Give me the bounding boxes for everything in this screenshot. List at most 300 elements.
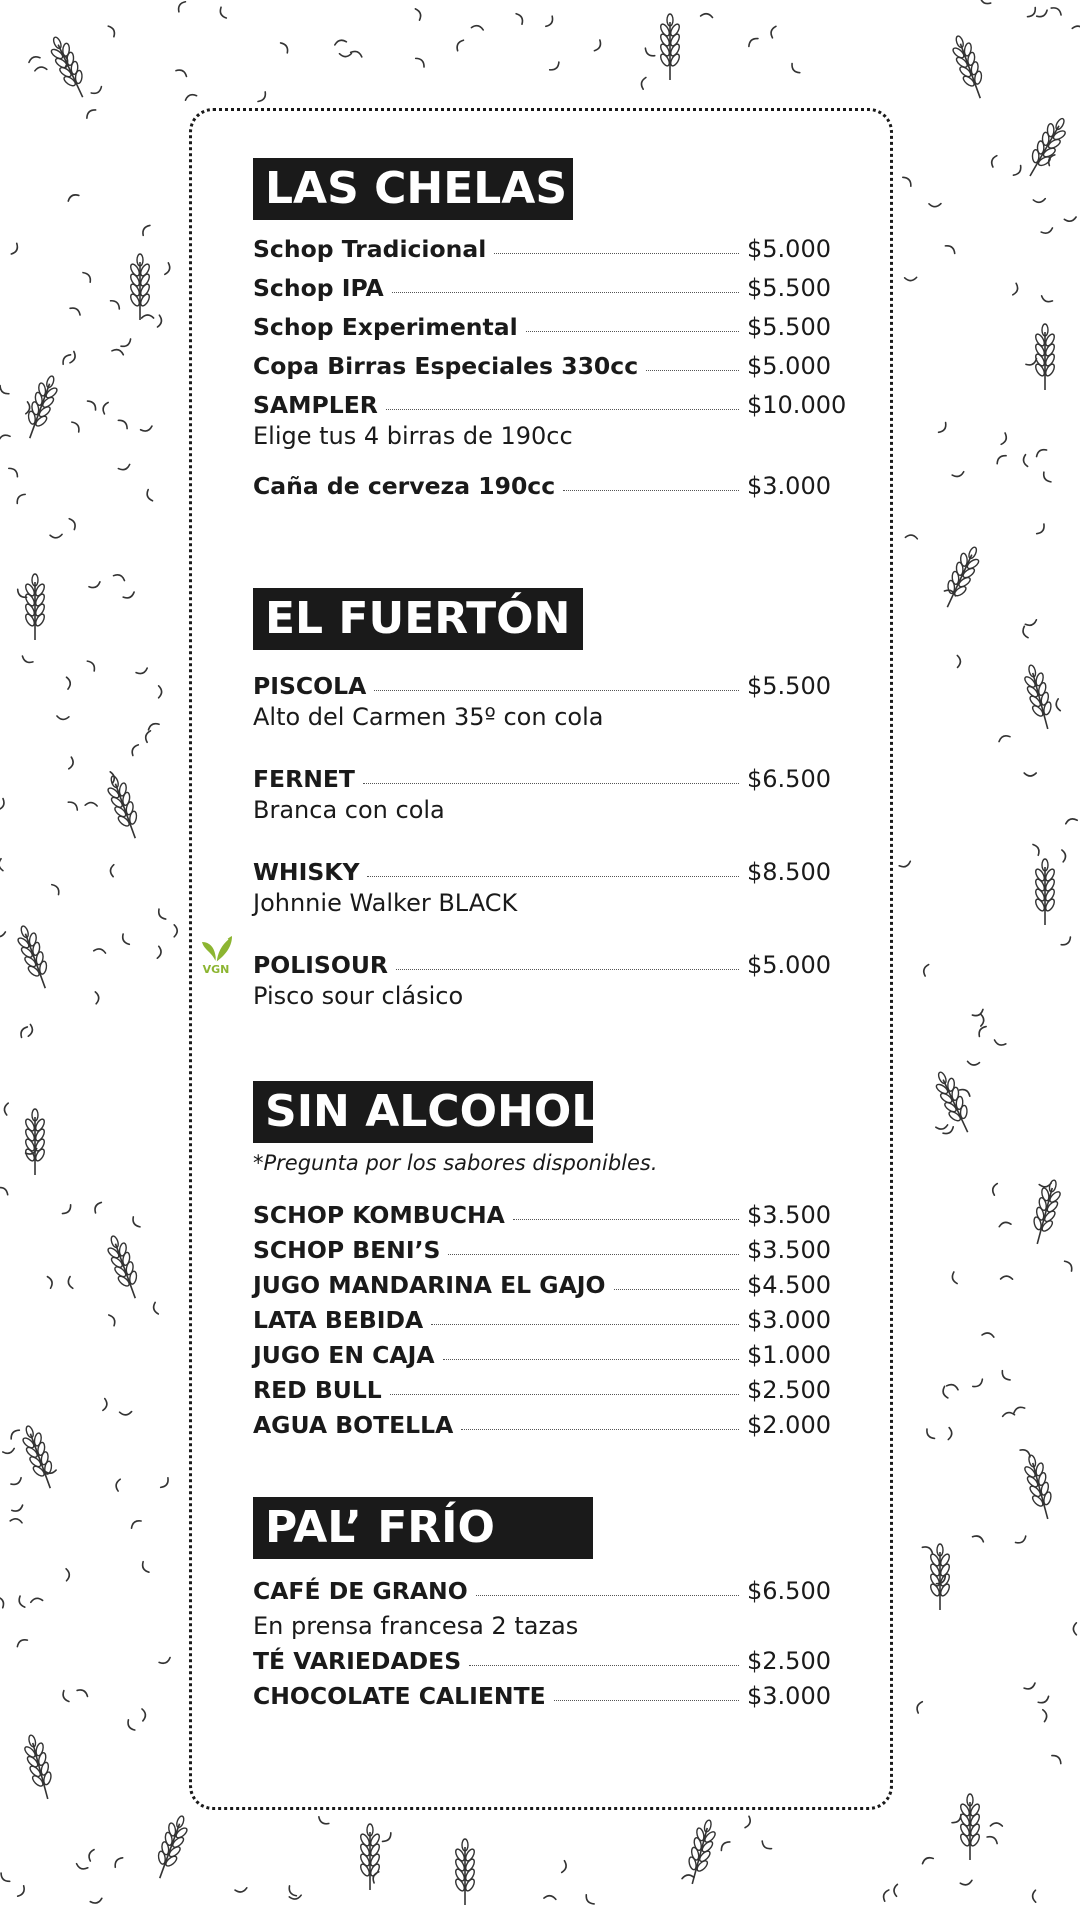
arc-mark xyxy=(995,453,1006,463)
arc-mark xyxy=(142,1709,146,1721)
dot-leader xyxy=(374,690,739,691)
arc-mark xyxy=(76,1864,88,1871)
wheat-icon xyxy=(682,1817,720,1886)
dot-leader xyxy=(443,1359,739,1360)
arc-mark xyxy=(91,87,103,96)
arc-mark xyxy=(3,1448,15,1454)
item-price: $2.500 xyxy=(747,1376,831,1404)
arc-mark xyxy=(903,175,913,186)
arc-mark xyxy=(111,299,122,309)
arc-mark xyxy=(11,1478,23,1487)
arc-mark xyxy=(701,13,713,17)
item-name: Schop Experimental xyxy=(253,313,518,341)
arc-mark xyxy=(130,743,138,755)
arc-mark xyxy=(103,1399,108,1411)
arc-mark xyxy=(990,1823,1002,1826)
arc-mark xyxy=(991,1183,997,1195)
wheat-icon xyxy=(1034,324,1056,390)
item-description: Johnnie Walker BLACK xyxy=(253,889,518,917)
arc-mark xyxy=(19,1025,27,1037)
arc-mark xyxy=(184,93,196,100)
arc-mark xyxy=(977,1025,986,1037)
arc-mark xyxy=(0,932,6,938)
arc-mark xyxy=(142,315,154,318)
arc-mark xyxy=(973,1379,984,1389)
wheat-icon xyxy=(19,372,62,442)
leaf-icon xyxy=(198,930,234,964)
arc-mark xyxy=(90,1898,102,1904)
wheat-icon xyxy=(1020,1452,1058,1521)
wheat-icon xyxy=(454,1839,476,1905)
arc-mark xyxy=(161,1478,171,1489)
item-name: POLISOUR xyxy=(253,951,388,979)
arc-mark xyxy=(1073,1623,1076,1635)
menu-item xyxy=(253,1340,843,1370)
item-price: $4.500 xyxy=(747,1271,831,1299)
arc-mark xyxy=(141,426,153,433)
arc-mark xyxy=(152,1302,158,1314)
arc-mark xyxy=(1065,1260,1074,1272)
arc-mark xyxy=(157,315,162,327)
arc-mark xyxy=(61,353,71,364)
arc-mark xyxy=(1024,1683,1036,1691)
item-price: $5.000 xyxy=(747,951,831,979)
arc-mark xyxy=(1035,447,1047,456)
item-name: FERNET xyxy=(253,765,355,793)
arc-mark xyxy=(95,992,99,1004)
wheat-icon xyxy=(659,14,681,80)
arc-mark xyxy=(747,36,758,46)
item-price: $5.500 xyxy=(747,672,831,700)
arc-mark xyxy=(113,1856,123,1867)
arc-mark xyxy=(85,108,96,118)
arc-mark xyxy=(30,1597,42,1602)
arc-mark xyxy=(57,716,69,720)
arc-mark xyxy=(471,25,483,30)
arc-mark xyxy=(10,1518,22,1523)
section-pal-frio xyxy=(253,1497,853,1710)
arc-mark xyxy=(112,348,124,355)
arc-mark xyxy=(12,1505,24,1513)
arc-mark xyxy=(102,402,109,414)
arc-mark xyxy=(16,1638,28,1647)
arc-mark xyxy=(67,1277,73,1289)
arc-mark xyxy=(66,1569,69,1581)
item-name: AGUA BOTELLA xyxy=(253,1411,454,1439)
arc-mark xyxy=(72,420,81,432)
dot-leader xyxy=(554,1700,739,1701)
wheat-icon xyxy=(149,1812,192,1882)
arc-mark xyxy=(70,351,77,363)
menu-item xyxy=(253,1375,843,1405)
dot-leader xyxy=(646,370,739,371)
arc-mark xyxy=(351,50,363,57)
wheat-icon xyxy=(1020,662,1058,731)
arc-mark xyxy=(951,1272,957,1284)
dot-leader xyxy=(461,1429,739,1430)
arc-mark xyxy=(21,656,33,664)
arc-mark xyxy=(979,0,991,6)
arc-mark xyxy=(967,1061,979,1065)
arc-mark xyxy=(0,434,10,441)
arc-mark xyxy=(165,263,171,275)
menu-item xyxy=(253,273,843,303)
arc-mark xyxy=(1025,620,1037,627)
arc-mark xyxy=(998,734,1010,742)
item-name: SCHOP KOMBUCHA xyxy=(253,1201,505,1229)
arc-mark xyxy=(1024,773,1036,776)
arc-mark xyxy=(93,1201,101,1213)
arc-mark xyxy=(1064,217,1076,222)
wheat-icon xyxy=(102,1232,145,1302)
item-price: $8.500 xyxy=(747,858,831,886)
arc-mark xyxy=(87,659,96,671)
arc-mark xyxy=(952,472,964,478)
arc-mark xyxy=(1001,433,1008,445)
arc-mark xyxy=(89,582,101,590)
arc-mark xyxy=(50,534,62,538)
arc-mark xyxy=(1013,1405,1025,1413)
menu-item xyxy=(253,1410,843,1440)
dot-leader xyxy=(513,1219,739,1220)
arc-mark xyxy=(682,1874,694,1878)
arc-mark xyxy=(1051,6,1063,15)
item-description: En prensa francesa 2 tazas xyxy=(253,1612,579,1640)
arc-mark xyxy=(921,1856,933,1864)
item-name: Schop IPA xyxy=(253,274,384,302)
arc-mark xyxy=(1032,1890,1035,1902)
arc-mark xyxy=(87,399,97,410)
arc-mark xyxy=(141,224,150,236)
menu-item xyxy=(253,1200,843,1230)
arc-mark xyxy=(317,1817,329,1826)
wheat-icon xyxy=(12,922,55,992)
arc-mark xyxy=(929,204,941,207)
arc-mark xyxy=(640,77,646,89)
section-heading: LAS CHELAS xyxy=(253,158,573,220)
item-description: Branca con cola xyxy=(253,796,445,824)
section-heading: EL FUERTÓN xyxy=(253,588,583,650)
dot-leader xyxy=(367,876,739,877)
dot-leader xyxy=(386,409,739,410)
arc-mark xyxy=(1055,699,1060,711)
arc-mark xyxy=(987,1834,999,1843)
menu-item xyxy=(253,1235,843,1265)
arc-mark xyxy=(562,1861,568,1873)
arc-mark xyxy=(982,1332,994,1337)
item-price: $5.500 xyxy=(747,313,831,341)
arc-mark xyxy=(118,418,129,428)
item-name: PISCOLA xyxy=(253,672,367,700)
item-name: TÉ VARIEDADES xyxy=(253,1647,462,1675)
arc-mark xyxy=(69,757,74,769)
arc-mark xyxy=(1037,10,1049,19)
arc-mark xyxy=(108,25,116,37)
item-price: $3.500 xyxy=(747,1236,831,1264)
item-name: Copa Birras Especiales 330cc xyxy=(253,352,639,380)
arc-mark xyxy=(110,865,114,877)
arc-mark xyxy=(882,1889,889,1901)
arc-mark xyxy=(131,1217,140,1229)
arc-mark xyxy=(258,92,268,103)
arc-mark xyxy=(925,1429,935,1440)
arc-mark xyxy=(0,386,9,396)
arc-mark xyxy=(1021,626,1028,638)
menu-item xyxy=(253,1681,843,1711)
arc-mark xyxy=(1028,8,1038,19)
arc-mark xyxy=(1016,1536,1028,1545)
arc-mark xyxy=(960,1880,972,1886)
arc-mark xyxy=(1033,199,1045,203)
arc-mark xyxy=(16,589,27,599)
arc-mark xyxy=(719,1840,730,1851)
item-name: CHOCOLATE CALIENTE xyxy=(253,1682,546,1710)
arc-mark xyxy=(339,53,351,56)
arc-mark xyxy=(745,1816,752,1828)
menu-item xyxy=(253,234,843,264)
arc-mark xyxy=(4,1103,8,1115)
arc-mark xyxy=(67,193,79,201)
arc-mark xyxy=(69,517,77,529)
arc-mark xyxy=(945,244,956,254)
wheat-icon xyxy=(129,254,151,320)
menu-item xyxy=(253,671,843,701)
arc-mark xyxy=(584,1895,594,1906)
arc-mark xyxy=(83,271,93,282)
wheat-icon xyxy=(1034,859,1056,925)
section-note: *Pregunta por los sabores disponibles. xyxy=(253,1151,658,1175)
item-name: Schop Tradicional xyxy=(253,235,487,263)
arc-mark xyxy=(141,1562,149,1574)
item-price: $1.000 xyxy=(747,1341,831,1369)
arc-mark xyxy=(77,1688,89,1697)
item-price: $5.500 xyxy=(747,274,831,302)
arc-mark xyxy=(70,306,82,315)
arc-mark xyxy=(0,1873,10,1883)
arc-mark xyxy=(0,1596,5,1608)
item-price: $6.500 xyxy=(747,1577,831,1605)
wheat-icon xyxy=(359,1824,381,1890)
arc-mark xyxy=(28,1024,33,1036)
menu-item xyxy=(253,1305,843,1335)
vegan-badge xyxy=(198,930,234,980)
arc-mark xyxy=(1013,283,1019,295)
item-name: JUGO EN CAJA xyxy=(253,1341,435,1369)
arc-mark xyxy=(957,655,960,667)
item-name: SAMPLER xyxy=(253,391,378,419)
item-description: Elige tus 4 birras de 190cc xyxy=(253,422,573,450)
arc-mark xyxy=(136,668,148,675)
arc-mark xyxy=(123,592,135,600)
arc-mark xyxy=(1041,472,1050,483)
arc-mark xyxy=(174,925,177,937)
dot-leader xyxy=(476,1595,739,1596)
arc-mark xyxy=(994,1040,1006,1047)
arc-mark xyxy=(0,1185,9,1194)
arc-mark xyxy=(287,1886,296,1898)
arc-mark xyxy=(176,68,188,76)
arc-mark xyxy=(936,1125,948,1130)
arc-mark xyxy=(94,948,106,953)
arc-mark xyxy=(87,1849,94,1861)
arc-mark xyxy=(905,277,917,280)
menu-item xyxy=(253,1576,843,1606)
arc-mark xyxy=(1037,524,1047,535)
item-name: SCHOP BENI’S xyxy=(253,1236,441,1264)
arc-mark xyxy=(35,66,47,70)
arc-mark xyxy=(644,48,655,58)
arc-mark xyxy=(114,573,126,581)
arc-mark xyxy=(516,12,524,24)
arc-mark xyxy=(905,534,917,538)
item-price: $6.500 xyxy=(747,765,831,793)
arc-mark xyxy=(770,25,776,37)
arc-mark xyxy=(334,39,346,45)
section-heading: PAL’ FRÍO xyxy=(253,1497,593,1559)
arc-mark xyxy=(922,964,928,976)
arc-mark xyxy=(1040,296,1052,304)
arc-mark xyxy=(15,492,25,503)
arc-mark xyxy=(0,799,6,811)
arc-mark xyxy=(546,16,555,28)
item-name: WHISKY xyxy=(253,858,360,886)
arc-mark xyxy=(947,1383,959,1390)
dot-leader xyxy=(431,1324,739,1325)
section-sin-alcohol xyxy=(253,1081,853,1439)
arc-mark xyxy=(894,1884,898,1896)
arc-mark xyxy=(130,1519,141,1529)
arc-mark xyxy=(115,1479,120,1491)
arc-mark xyxy=(144,730,150,742)
arc-mark xyxy=(1000,1371,1010,1382)
wheat-icon xyxy=(1020,113,1072,181)
arc-mark xyxy=(594,40,602,52)
arc-mark xyxy=(118,464,130,471)
menu-item xyxy=(253,390,847,420)
arc-mark xyxy=(1023,455,1028,467)
arc-mark xyxy=(17,1596,24,1608)
arc-mark xyxy=(66,677,70,689)
arc-mark xyxy=(47,1276,53,1288)
arc-mark xyxy=(121,934,130,946)
arc-mark xyxy=(1061,937,1072,947)
arc-mark xyxy=(11,243,19,255)
arc-mark xyxy=(28,55,40,62)
item-name: JUGO MANDARINA EL GAJO xyxy=(253,1271,606,1299)
arc-mark xyxy=(760,1841,771,1851)
arc-mark xyxy=(157,946,161,958)
menu-item xyxy=(253,471,843,501)
arc-mark xyxy=(62,1205,72,1216)
item-name: RED BULL xyxy=(253,1376,382,1404)
wheat-icon xyxy=(1027,1177,1065,1246)
arc-mark xyxy=(1072,25,1080,30)
arc-mark xyxy=(960,1087,972,1096)
wheat-icon xyxy=(17,1422,60,1492)
item-name: CAFÉ DE GRANO xyxy=(253,1577,468,1605)
arc-mark xyxy=(0,859,3,871)
arc-mark xyxy=(981,1014,984,1026)
arc-mark xyxy=(382,1833,392,1844)
arc-mark xyxy=(235,1888,247,1893)
arc-mark xyxy=(121,339,132,349)
arc-mark xyxy=(145,490,152,502)
arc-mark xyxy=(1043,1709,1048,1721)
arc-mark xyxy=(550,62,561,72)
dot-leader xyxy=(390,1394,739,1395)
arc-mark xyxy=(544,1895,556,1899)
item-price: $5.000 xyxy=(747,352,831,380)
arc-mark xyxy=(942,1386,948,1398)
wheat-icon xyxy=(937,543,985,612)
arc-mark xyxy=(1052,1753,1063,1763)
arc-mark xyxy=(790,64,800,75)
item-price: $10.000 xyxy=(747,391,847,419)
arc-mark xyxy=(126,1720,135,1732)
wheat-icon xyxy=(947,32,990,102)
item-price: $3.000 xyxy=(747,472,831,500)
arc-mark xyxy=(415,8,422,20)
arc-mark xyxy=(18,1886,27,1898)
arc-mark xyxy=(948,1428,952,1440)
dot-leader xyxy=(469,1665,739,1666)
menu-item xyxy=(253,1270,843,1300)
item-description: Pisco sour clásico xyxy=(253,982,464,1010)
dot-leader xyxy=(563,490,739,491)
arc-mark xyxy=(1033,843,1041,855)
arc-mark xyxy=(281,41,290,53)
dot-leader xyxy=(396,969,739,970)
arc-mark xyxy=(61,1691,69,1703)
dot-leader xyxy=(614,1289,740,1290)
menu-item xyxy=(253,950,843,980)
arc-mark xyxy=(218,7,226,19)
dot-leader xyxy=(363,783,739,784)
arc-mark xyxy=(455,39,463,51)
arc-mark xyxy=(416,56,426,67)
item-price: $3.000 xyxy=(747,1306,831,1334)
arc-mark xyxy=(1001,1276,1013,1279)
arc-mark xyxy=(159,686,162,698)
wheat-icon xyxy=(20,1732,58,1801)
arc-mark xyxy=(1065,817,1077,823)
wheat-icon xyxy=(45,33,93,102)
wheat-icon xyxy=(24,574,46,640)
arc-mark xyxy=(159,1658,171,1666)
arc-mark xyxy=(68,800,79,810)
section-heading: SIN ALCOHOL xyxy=(253,1081,593,1143)
menu-item xyxy=(253,312,843,342)
arc-mark xyxy=(176,0,185,12)
section-el-fuerton xyxy=(253,588,853,1010)
item-price: $5.000 xyxy=(747,235,831,263)
arc-mark xyxy=(52,883,61,895)
arc-mark xyxy=(990,155,997,167)
item-price: $2.000 xyxy=(747,1411,831,1439)
arc-mark xyxy=(1038,1696,1050,1705)
dot-leader xyxy=(448,1254,739,1255)
arc-mark xyxy=(899,861,911,868)
item-price: $3.500 xyxy=(747,1201,831,1229)
menu-item xyxy=(253,1646,843,1676)
arc-mark xyxy=(973,1534,985,1542)
arc-mark xyxy=(157,909,166,921)
item-name: LATA BEBIDA xyxy=(253,1306,424,1334)
dot-leader xyxy=(526,331,739,332)
menu-item xyxy=(253,351,843,381)
arc-mark xyxy=(922,1545,934,1554)
wheat-icon xyxy=(959,1794,981,1860)
